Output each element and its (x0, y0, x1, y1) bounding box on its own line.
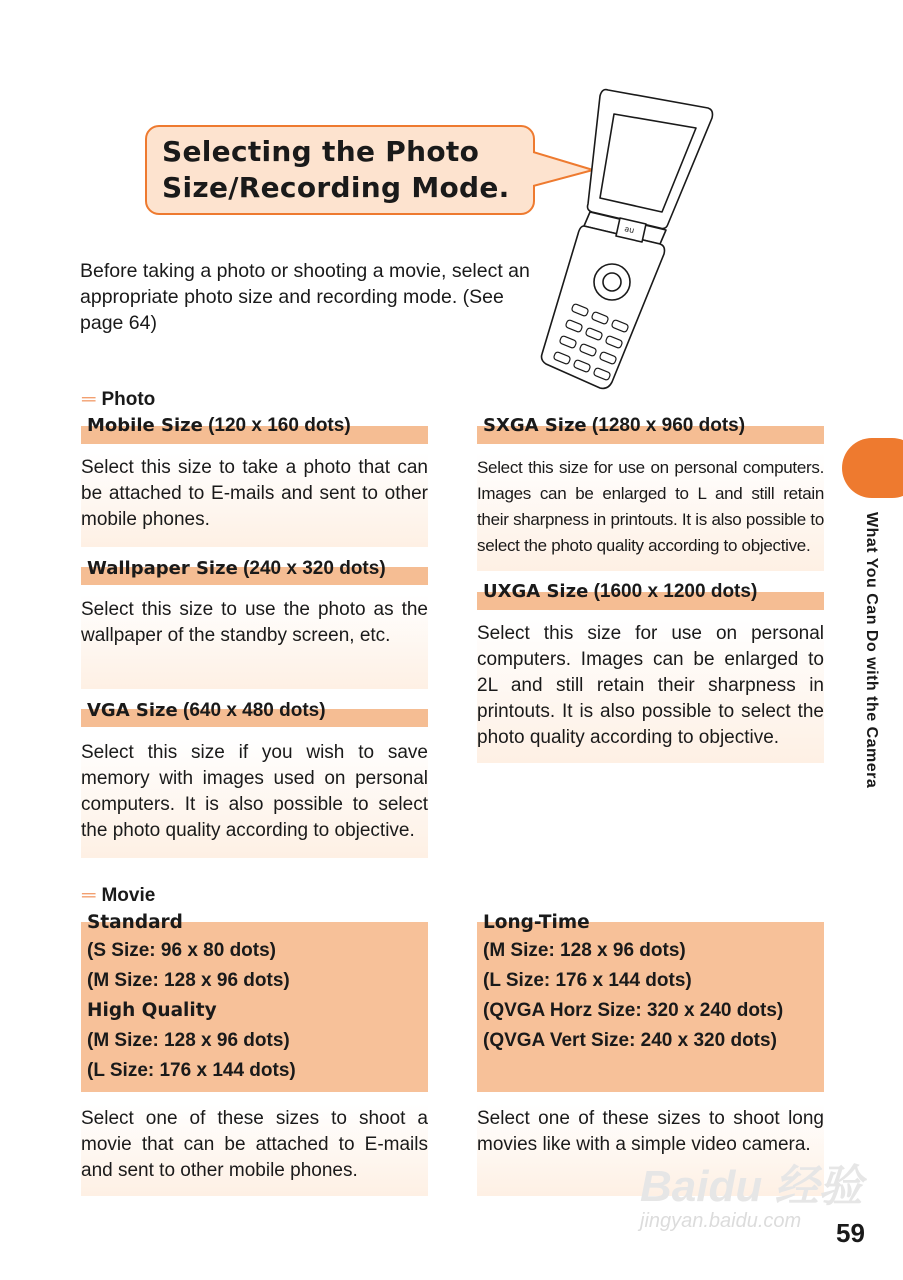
movie-right-sizes (477, 912, 824, 1092)
movie-size-line: (M Size: 128 x 96 dots) (87, 970, 290, 991)
watermark-url: jingyan.baidu.com (640, 1210, 802, 1232)
phone-logo: au (623, 224, 636, 236)
movie-size-line: (M Size: 128 x 96 dots) (87, 1030, 290, 1051)
intro-text: Before taking a photo or shooting a movie, select an appropriate photo size and recording mode. (See page 64) (80, 260, 530, 334)
movie-section-label: ═ Movie (82, 885, 156, 906)
section-marker-icon: ═ (82, 389, 96, 410)
watermark-logo: Baidu 经验 (640, 1162, 863, 1211)
vga-size-header: VGA Size (640 x 480 dots) (87, 700, 326, 721)
mobile-size-header: Mobile Size (120 x 160 dots) (87, 415, 351, 436)
wallpaper-size-text: Select this size to use the photo as the wallpaper of the standby screen, etc. (81, 595, 428, 689)
high-quality-heading: High Quality (87, 1000, 217, 1021)
sxga-size-text: Select this size for use on personal computers. Images can be enlarged to L and still retain their sharpness in printouts. It is also possible to select the photo quality according to objective. (477, 453, 824, 571)
movie-size-line: (L Size: 176 x 144 dots) (87, 1060, 296, 1081)
standard-heading: Standard (87, 912, 183, 933)
page-number: 59 (836, 1218, 865, 1248)
movie-left-text: Select one of these sizes to shoot a movie that can be attached to E-mails and sent to other mobile phones. (81, 1104, 428, 1196)
movie-size-line: (QVGA Horz Size: 320 x 240 dots) (483, 1000, 784, 1021)
mobile-size-text: Select this size to take a photo that can be attached to E-mails and sent to other mobile phones. (81, 453, 428, 547)
flip-phone-illustration (538, 84, 718, 394)
long-time-heading: Long-Time (483, 912, 590, 933)
wallpaper-size-header: Wallpaper Size (240 x 320 dots) (87, 558, 386, 579)
vga-size-text: Select this size if you wish to save memory with images used on personal computers. It is also possible to select the photo quality according to objective. (81, 738, 428, 858)
page-title: Selecting the Photo Size/Recording Mode. (162, 135, 510, 204)
uxga-size-header: UXGA Size (1600 x 1200 dots) (483, 581, 758, 602)
movie-size-line: (S Size: 96 x 80 dots) (87, 940, 277, 961)
photo-section-label: ═ Photo (82, 389, 156, 410)
movie-right-text: Select one of these sizes to shoot long movies like with a simple video camera. (477, 1104, 824, 1196)
chapter-side-label: What You Can Do with the Camera (863, 512, 880, 789)
section-marker-icon: ═ (82, 885, 96, 906)
movie-size-line: (QVGA Vert Size: 240 x 320 dots) (483, 1030, 777, 1051)
chapter-side-tab (842, 438, 903, 498)
sxga-size-header: SXGA Size (1280 x 960 dots) (483, 415, 746, 436)
movie-left-sizes (81, 912, 428, 1092)
movie-size-line: (M Size: 128 x 96 dots) (483, 940, 686, 961)
movie-size-line: (L Size: 176 x 144 dots) (483, 970, 692, 991)
uxga-size-text: Select this size for use on personal computers. Images can be enlarged to 2L and still retain their sharpness in printouts. It is also possible to select the photo quality according to objective. (477, 619, 824, 763)
